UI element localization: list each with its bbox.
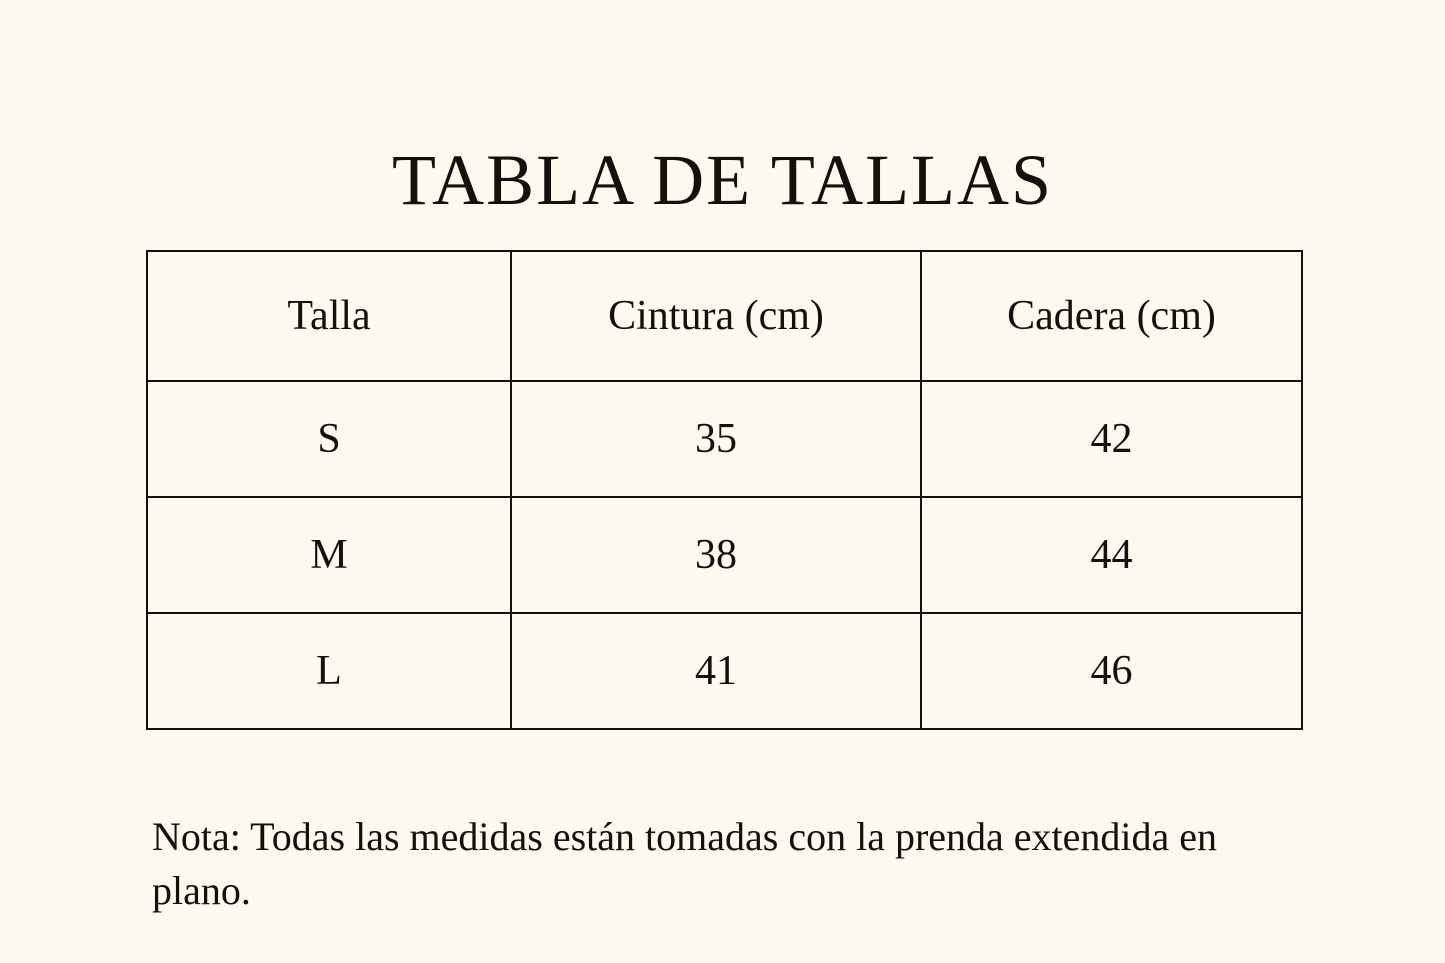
cell-cadera: 42 [921, 381, 1302, 497]
cell-cadera: 46 [921, 613, 1302, 729]
cell-talla: S [147, 381, 511, 497]
cell-talla: L [147, 613, 511, 729]
cell-cintura: 35 [511, 381, 921, 497]
column-header-talla: Talla [147, 251, 511, 381]
page-title: TABLA DE TALLAS [391, 140, 1054, 221]
table-body [147, 381, 1302, 729]
table-row [147, 613, 1302, 729]
cell-cadera: 44 [921, 497, 1302, 613]
table-header-row [147, 251, 1302, 381]
table-row [147, 381, 1302, 497]
cell-cintura: 41 [511, 613, 921, 729]
cell-cintura: 38 [511, 497, 921, 613]
table-row [147, 497, 1302, 613]
size-chart-table [146, 250, 1303, 730]
column-header-cadera: Cadera (cm) [921, 251, 1302, 381]
measurement-note: Nota: Todas las medidas están tomadas con la prenda extendida en plano. [152, 814, 1218, 913]
cell-talla: M [147, 497, 511, 613]
column-header-cintura: Cintura (cm) [511, 251, 921, 381]
table-header [147, 251, 1302, 381]
